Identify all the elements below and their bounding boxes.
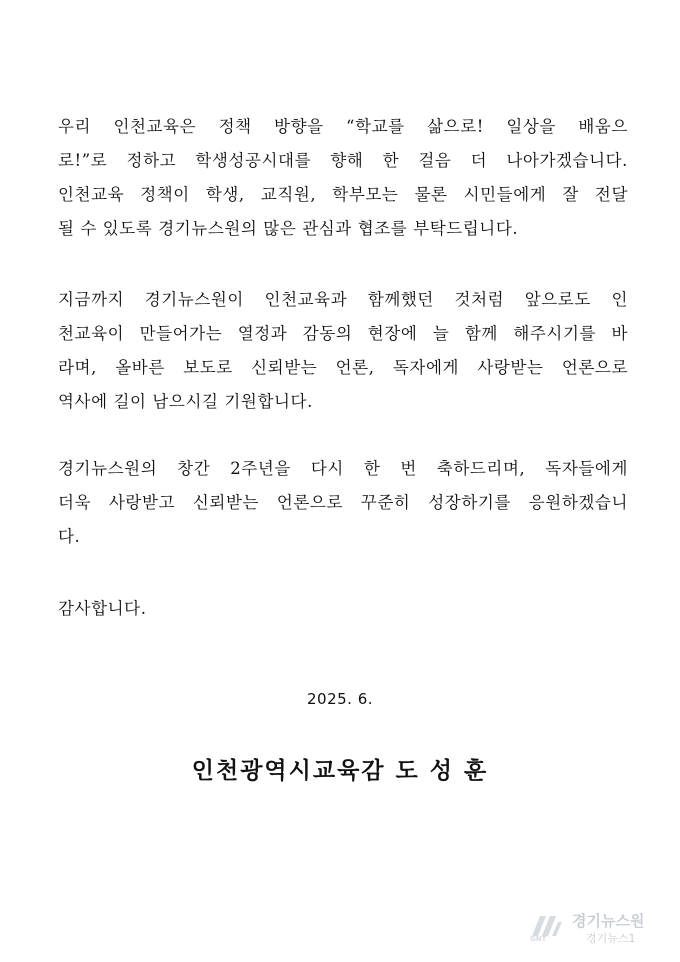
gnt-logo-icon [526,910,566,942]
signature: 인천광역시교육감 도 성 훈 [191,757,489,784]
watermark-subtitle: 경기뉴스1 [586,932,636,945]
paragraph-line: 지금까지 경기뉴스원이 인천교육과 함께했던 것처럼 앞으로도 인 [58,290,628,309]
watermark [526,906,662,946]
paragraph-line: 다. [58,527,81,546]
paragraph-line: 될 수 있도록 경기뉴스원의 많은 관심과 협조를 부탁드립니다. [58,219,519,238]
paragraph-line: 라며, 올바른 보도로 신뢰받는 언론, 독자에게 사랑받는 언론으로 [58,358,628,377]
paragraph-line: 천교육이 만들어가는 열정과 감동의 현장에 늘 함께 해주시기를 바 [58,324,628,343]
paragraph-policy [58,110,628,246]
paragraph-thanks [58,592,628,626]
svg-text:GNT: GNT [530,935,547,942]
paragraph-line: 경기뉴스원의 창간 2주년을 다시 한 번 축하드리며, 독자들에게 [58,459,628,478]
paragraph-line: 로!”로 정하고 학생성공시대를 향해 한 걸음 더 나아가겠습니다. [58,151,628,170]
paragraph-line: 감사합니다. [58,599,147,618]
watermark-name: 경기뉴스원 [572,912,645,930]
paragraph-line: 우리 인천교육은 정책 방향을 “학교를 삶으로! 일상을 배움으 [58,117,628,136]
paragraph-wishes [58,283,628,419]
paragraph-congratulations [58,452,628,554]
document-date: 2025. 6. [306,690,374,708]
paragraph-line: 역사에 길이 남으시길 기원합니다. [58,392,313,411]
paragraph-line: 인천교육 정책이 학생, 교직원, 학부모는 물론 시민들에게 잘 전달 [58,185,628,204]
paragraph-line: 더욱 사랑받고 신뢰받는 언론으로 꾸준히 성장하기를 응원하겠습니 [58,493,628,512]
